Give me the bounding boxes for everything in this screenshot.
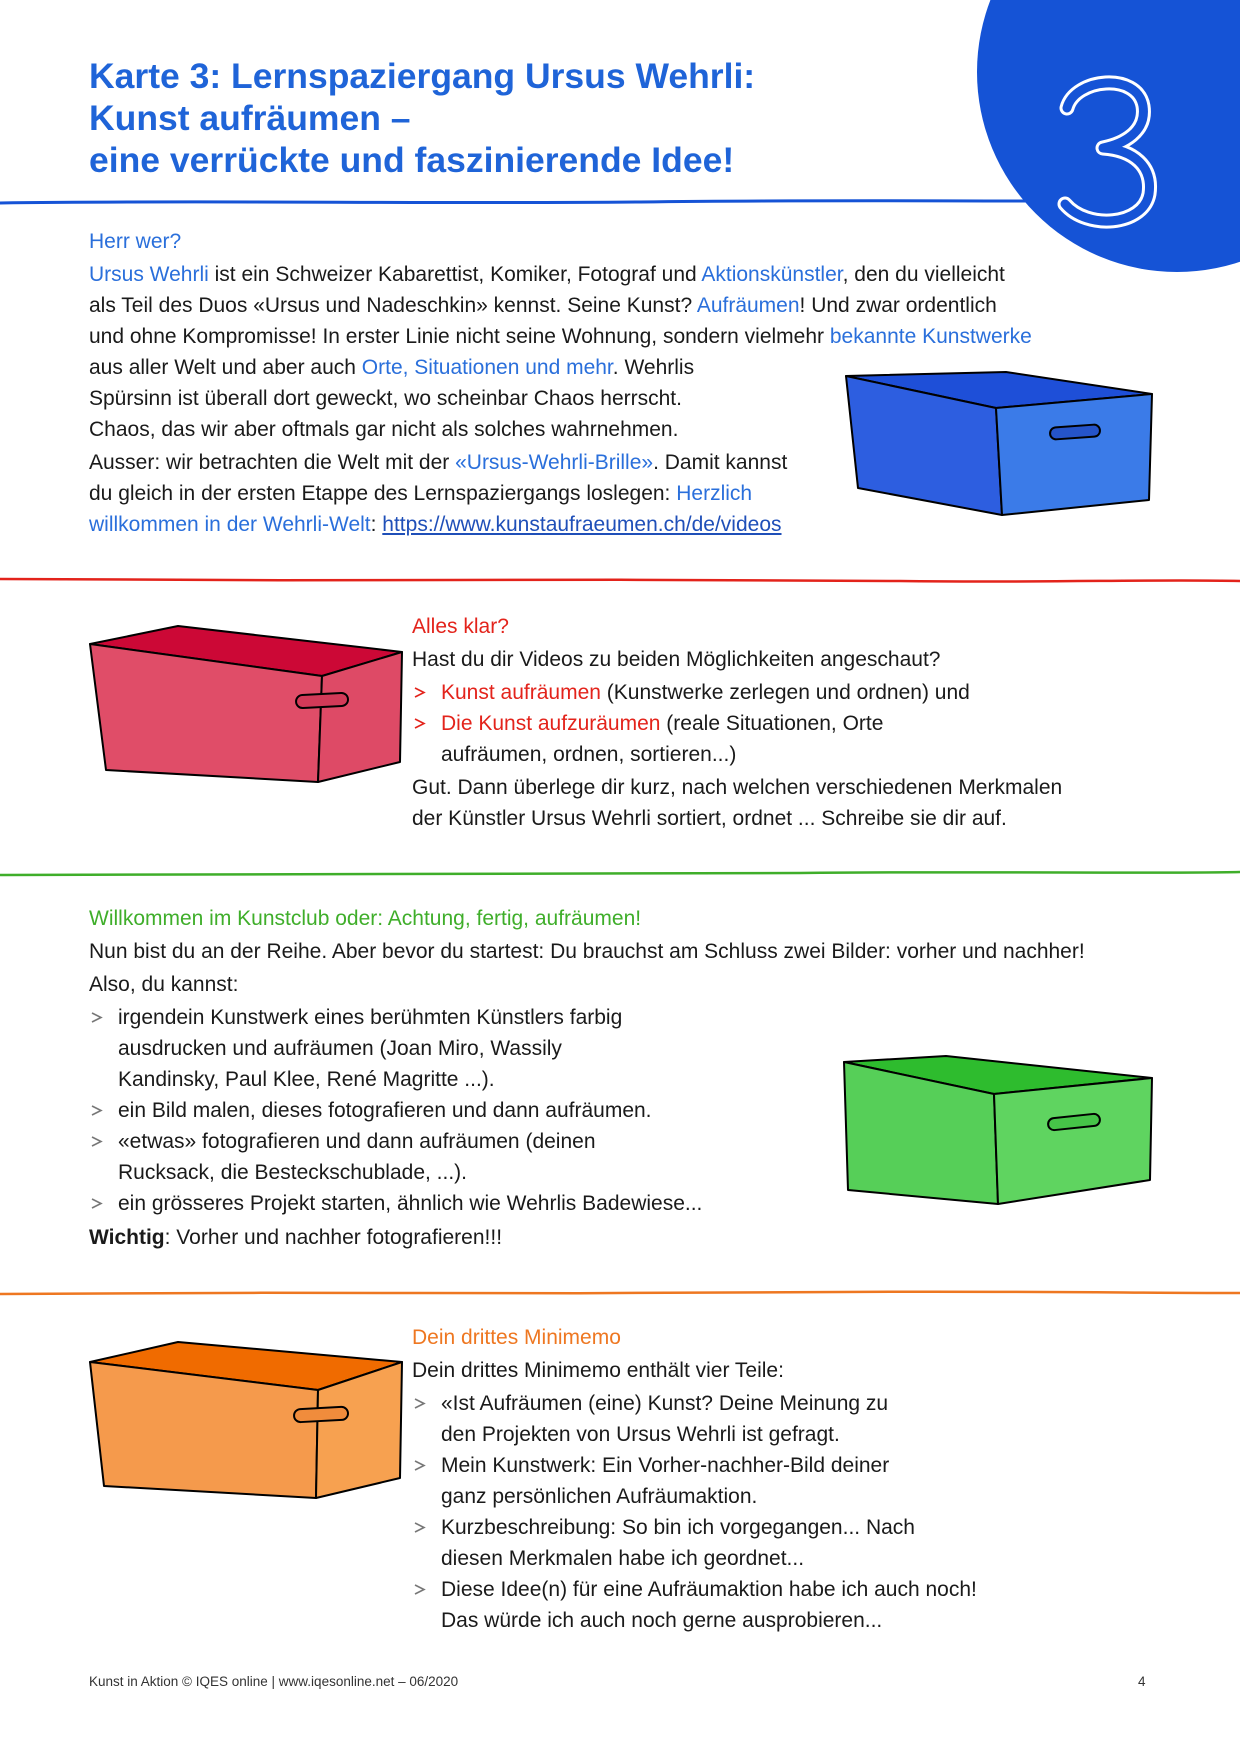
list-item: Mein Kunstwerk: Ein Vorher-nachher-Bild deiner ganz persönlichen Aufräumaktion. (412, 1450, 977, 1512)
option-kunst-aufraeumen: Kunst aufräumen (441, 681, 601, 704)
page-title (89, 55, 755, 181)
intro-paragraph: Ursus Wehrli ist ein Schweizer Kabarettist, Komiker, Fotograf und Aktionskünstler, den du vielleicht als Teil des Duos «Ursus und Nadeschkin» kennst. Seine Kunst? Aufräumen! Und zwar ordentlich und ohne Kompromisse! In erster Linie nicht seine Wohnung, sondern vielmehr bekannte Kunstwerke aus aller Welt und aber auch Orte, Situationen und mehr. Wehrlis Spürsinn ist überall dort geweckt, wo scheinbar Chaos herrscht. Chaos, das wir aber oftmals gar nicht als solches wahrnehmen. (89, 263, 1032, 441)
term-aktionskuenstler: Aktionskünstler (701, 263, 843, 286)
alles-klar-intro: Hast du dir Videos zu beiden Möglichkeiten angeschaut? (412, 648, 941, 671)
term-orte-situationen: Orte, Situationen und mehr (361, 356, 613, 379)
title-line-1: Karte 3: Lernspaziergang Ursus Wehrli: (89, 56, 756, 96)
video-options-list (412, 677, 1062, 770)
section-divider-red (0, 574, 1240, 588)
svg-text:3: 3 (1104, 170, 1106, 171)
term-wehrli-brille: «Ursus-Wehrli-Brille» (455, 451, 654, 474)
list-item: irgendein Kunstwerk eines berühmten Künstlers farbig ausdrucken und aufräumen (Joan Miro, Wassily Kandinsky, Paul Klee, René Magritte ...). (89, 1002, 1085, 1095)
list-item: ein Bild malen, dieses fotografieren und dann aufräumen. (89, 1095, 1085, 1126)
bullet-arrow-icon (413, 1583, 426, 1596)
page-number: 4 (1138, 1674, 1146, 1689)
term-wehrli-welt: willkommen in der Wehrli-Welt (89, 513, 371, 536)
green-box-illustration (840, 1054, 1160, 1210)
section-heading-alles-klar: Alles klar? (412, 615, 509, 638)
section-alles-klar (412, 611, 1062, 834)
bullet-arrow-icon (413, 717, 426, 730)
bullet-arrow-icon (413, 1459, 426, 1472)
option-kunst-aufzuraeumen: Die Kunst aufzuräumen (441, 712, 661, 735)
list-item: Die Kunst aufzuräumen (reale Situationen, Orte aufräumen, ordnen, sortieren...) (412, 708, 1062, 770)
title-line-2: Kunst aufräumen – (89, 98, 411, 138)
list-item: «Ist Aufräumen (eine) Kunst? Deine Meinung zu den Projekten von Ursus Wehrli ist gefragt. (412, 1388, 977, 1450)
bullet-arrow-icon (413, 1521, 426, 1534)
important-label: Wichtig (89, 1226, 165, 1249)
term-bekannte-kunstwerke: bekannte Kunstwerke (829, 325, 1032, 348)
section-divider-green (0, 867, 1240, 881)
bullet-arrow-icon (90, 1104, 103, 1117)
term-herzlich: Herzlich (676, 482, 753, 505)
video-link[interactable]: https://www.kunstaufraeumen.ch/de/videos (382, 513, 782, 536)
section-heading-herr-wer: Herr wer? (89, 230, 182, 253)
minimemo-intro: Dein drittes Minimemo enthält vier Teile: (412, 1359, 784, 1382)
list-item: Kunst aufräumen (Kunstwerke zerlegen und ordnen) und (412, 677, 1062, 708)
alles-klar-outro: Gut. Dann überlege dir kurz, nach welchen verschiedenen Merkmalen der Künstler Ursus Wehrli sortiert, ordnet ... Schreibe sie dir auf. (412, 776, 1063, 830)
footer-credit: Kunst in Aktion © IQES online | www.iqesonline.net – 06/2020 (89, 1674, 459, 1689)
bullet-arrow-icon (90, 1135, 103, 1148)
red-box-illustration (86, 622, 408, 788)
blue-box-illustration (840, 368, 1160, 520)
term-ursus-wehrli: Ursus Wehrli (89, 263, 209, 286)
section-minimemo (412, 1322, 977, 1636)
title-line-3: eine verrückte und faszinierende Idee! (89, 140, 735, 180)
list-item: ein grösseres Projekt starten, ähnlich wie Wehrlis Badewiese... (89, 1188, 1085, 1219)
minimemo-parts-list (412, 1388, 977, 1636)
list-item: «etwas» fotografieren und dann aufräumen (deinen Rucksack, die Besteckschublade, ...). (89, 1126, 1085, 1188)
kunstclub-options-label: Also, du kannst: (89, 973, 239, 996)
section-heading-kunstclub: Willkommen im Kunstclub oder: Achtung, fertig, aufräumen! (89, 907, 642, 930)
bullet-arrow-icon (413, 1397, 426, 1410)
video-paragraph: Ausser: wir betrachten die Welt mit der «Ursus-Wehrli-Brille». Damit kannst du gleich in der ersten Etappe des Lernspaziergangs loslegen: Herzlich willkommen in der Wehrli-Welt: https://www.kunstaufraeumen.ch/de/videos (89, 451, 788, 536)
section-divider-orange (0, 1287, 1240, 1301)
list-item: Kurzbeschreibung: So bin ich vorgegangen... Nach diesen Merkmalen habe ich geordnet... (412, 1512, 977, 1574)
section-heading-minimemo: Dein drittes Minimemo (412, 1326, 621, 1349)
kunstclub-intro: Nun bist du an der Reihe. Aber bevor du startest: Du brauchst am Schluss zwei Bilder: vorher und nachher! (89, 940, 1085, 963)
bullet-arrow-icon (413, 686, 426, 699)
list-item: Diese Idee(n) für eine Aufräumaktion habe ich auch noch! Das würde ich auch noch gerne ausprobieren... (412, 1574, 977, 1636)
orange-box-illustration (86, 1338, 408, 1504)
bullet-arrow-icon (90, 1197, 103, 1210)
term-aufraeumen: Aufräumen (696, 294, 800, 317)
important-note: Wichtig: Vorher und nachher fotografieren!!! (89, 1226, 503, 1249)
header-divider (0, 196, 1240, 208)
bullet-arrow-icon (90, 1011, 103, 1024)
